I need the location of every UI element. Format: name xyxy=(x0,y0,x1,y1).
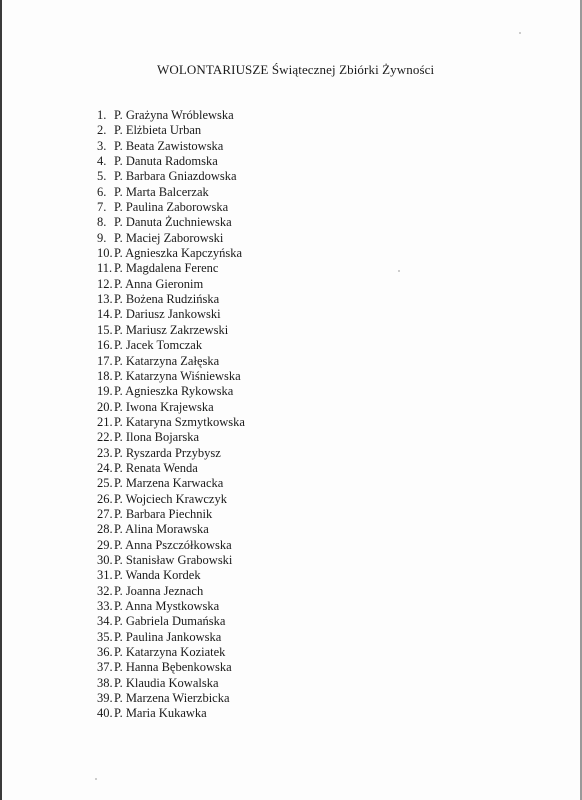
list-item xyxy=(97,108,245,123)
list-item-number: 1. xyxy=(97,108,107,122)
list-item-name: P. Klaudia Kowalska xyxy=(114,675,219,690)
list-item xyxy=(97,538,245,553)
list-item-name: P. Marzena Wierzbicka xyxy=(114,691,230,706)
list-item-number: 25. xyxy=(97,476,113,491)
list-item xyxy=(97,139,245,154)
list-item xyxy=(97,522,245,537)
list-item-number: 23. xyxy=(97,445,113,460)
list-item-number: 27. xyxy=(97,506,113,521)
list-item-name: P. Stanisław Grabowski xyxy=(114,552,233,567)
list-item xyxy=(97,614,245,629)
list-item-number: 26. xyxy=(97,491,113,506)
document-title xyxy=(157,62,434,78)
list-item-name: P. Wojciech Krawczyk xyxy=(114,491,227,506)
list-item xyxy=(97,676,245,691)
list-item-number: 14. xyxy=(97,307,113,322)
scan-edge-left xyxy=(0,0,2,800)
list-item xyxy=(97,553,245,568)
list-item-name: P. Maciej Zaborowski xyxy=(114,230,224,245)
list-item-number: 13. xyxy=(97,292,113,307)
list-item-name: P. Mariusz Zakrzewski xyxy=(114,322,229,337)
list-item-name: P. Magdalena Ferenc xyxy=(114,261,219,276)
list-item-number: 8. xyxy=(97,215,107,230)
list-item xyxy=(97,154,245,169)
list-item-name: P. Anna Mystkowska xyxy=(114,599,220,613)
list-item xyxy=(97,645,245,660)
list-item-number: 24. xyxy=(97,460,113,475)
list-item-name: P. Ryszarda Przybysz xyxy=(114,445,221,460)
list-item-number: 33. xyxy=(97,599,113,613)
list-item xyxy=(97,277,245,292)
list-item xyxy=(97,323,245,338)
list-item-number: 19. xyxy=(97,384,113,399)
list-item xyxy=(97,215,245,230)
list-item xyxy=(97,599,245,614)
list-item-name: P. Barbara Piechnik xyxy=(114,506,213,521)
list-item-name: P. Renata Wenda xyxy=(114,460,198,475)
list-item-name: P. Danuta Radomska xyxy=(114,154,218,169)
list-item-number: 12. xyxy=(97,276,113,291)
list-item-number: 39. xyxy=(97,691,113,706)
list-item-name: P. Paulina Jankowska xyxy=(114,629,222,644)
list-item-number: 30. xyxy=(97,552,113,567)
list-item xyxy=(97,415,245,430)
list-item-name: P. Bożena Rudzińska xyxy=(114,292,220,307)
list-item xyxy=(97,185,245,200)
list-item xyxy=(97,123,245,138)
list-item-number: 9. xyxy=(97,230,107,245)
list-item-number: 22. xyxy=(97,430,113,445)
list-item xyxy=(97,338,245,353)
list-item-number: 7. xyxy=(97,200,107,215)
list-item-name: P. Wanda Kordek xyxy=(114,568,201,583)
list-item-name: P. Ilona Bojarska xyxy=(114,430,200,445)
list-item-name: P. Agnieszka Kapczyńska xyxy=(114,246,243,261)
list-item-number: 32. xyxy=(97,583,113,598)
list-item-name: P. Beata Zawistowska xyxy=(114,138,224,153)
list-item-number: 10. xyxy=(97,246,113,261)
list-item xyxy=(97,200,245,215)
list-item xyxy=(97,292,245,307)
list-item-number: 36. xyxy=(97,645,113,660)
list-item xyxy=(97,568,245,583)
list-item-number: 40. xyxy=(97,706,113,721)
list-item-name: P. Dariusz Jankowski xyxy=(114,307,221,322)
list-item xyxy=(97,169,245,184)
list-item-number: 17. xyxy=(97,353,113,368)
list-item-number: 4. xyxy=(97,154,107,169)
list-item-number: 34. xyxy=(97,614,113,629)
list-item-name: P. Katarzyna Koziatek xyxy=(114,645,226,660)
list-item-name: P. Grażyna Wróblewska xyxy=(114,108,234,122)
list-item-number: 29. xyxy=(97,537,113,552)
list-item-name: P. Agnieszka Rykowska xyxy=(114,384,234,399)
list-item-name: P. Elżbieta Urban xyxy=(114,123,202,138)
list-item xyxy=(97,476,245,491)
list-item xyxy=(97,492,245,507)
list-item-name: P. Marta Balcerzak xyxy=(114,184,209,199)
list-item-name: P. Barbara Gniazdowska xyxy=(114,169,237,184)
list-item xyxy=(97,507,245,522)
list-item xyxy=(97,430,245,445)
list-item-number: 18. xyxy=(97,368,113,383)
list-item-number: 35. xyxy=(97,629,113,644)
list-item-number: 16. xyxy=(97,338,113,353)
list-item-number: 5. xyxy=(97,169,107,184)
list-item xyxy=(97,630,245,645)
list-item-name: P. Alina Morawska xyxy=(114,522,209,537)
title-rest: Świątecznej Zbiórki Żywności xyxy=(271,62,435,77)
list-item xyxy=(97,384,245,399)
list-item xyxy=(97,706,245,721)
list-item-name: P. Paulina Zaborowska xyxy=(114,200,229,215)
list-item-name: P. Hanna Bębenkowska xyxy=(114,660,232,675)
scan-speck xyxy=(398,270,400,272)
list-item-number: 6. xyxy=(97,184,107,199)
list-item xyxy=(97,691,245,706)
list-item-number: 31. xyxy=(97,568,113,583)
title-lead: WOLONTARIUSZE xyxy=(157,62,269,77)
list-item-name: P. Gabriela Dumańska xyxy=(114,614,226,629)
list-item-name: P. Jacek Tomczak xyxy=(114,338,203,353)
list-item xyxy=(97,307,245,322)
list-item-name: P. Anna Pszczółkowska xyxy=(114,537,232,552)
list-item xyxy=(97,231,245,246)
list-item-name: P. Iwona Krajewska xyxy=(114,399,214,414)
list-item-number: 15. xyxy=(97,322,113,337)
list-item-number: 2. xyxy=(97,123,107,138)
list-item-name: P. Kataryna Szmytkowska xyxy=(114,414,245,429)
list-item-name: P. Danuta Żuchniewska xyxy=(114,215,232,230)
list-item xyxy=(97,446,245,461)
list-item-number: 11. xyxy=(97,261,113,276)
scan-speck xyxy=(95,778,97,780)
list-item-name: P. Maria Kukawka xyxy=(114,706,207,721)
list-item xyxy=(97,400,245,415)
list-item-number: 38. xyxy=(97,675,113,690)
scan-speck xyxy=(519,32,521,34)
list-item xyxy=(97,246,245,261)
list-item xyxy=(97,354,245,369)
list-item xyxy=(97,261,245,276)
list-item-number: 37. xyxy=(97,660,113,675)
list-item xyxy=(97,584,245,599)
list-item xyxy=(97,660,245,675)
list-item-name: P. Marzena Karwacka xyxy=(114,476,224,491)
list-item-name: P. Anna Gieronim xyxy=(114,276,204,291)
list-item-number: 20. xyxy=(97,399,113,414)
list-item xyxy=(97,461,245,476)
list-item-number: 21. xyxy=(97,414,113,429)
volunteer-list xyxy=(97,108,245,722)
list-item-number: 3. xyxy=(97,138,107,153)
list-item-number: 28. xyxy=(97,522,113,537)
list-item xyxy=(97,369,245,384)
list-item-name: P. Katarzyna Wiśniewska xyxy=(114,368,241,383)
list-item-name: P. Katarzyna Załęska xyxy=(114,353,220,368)
list-item-name: P. Joanna Jeznach xyxy=(114,583,204,598)
